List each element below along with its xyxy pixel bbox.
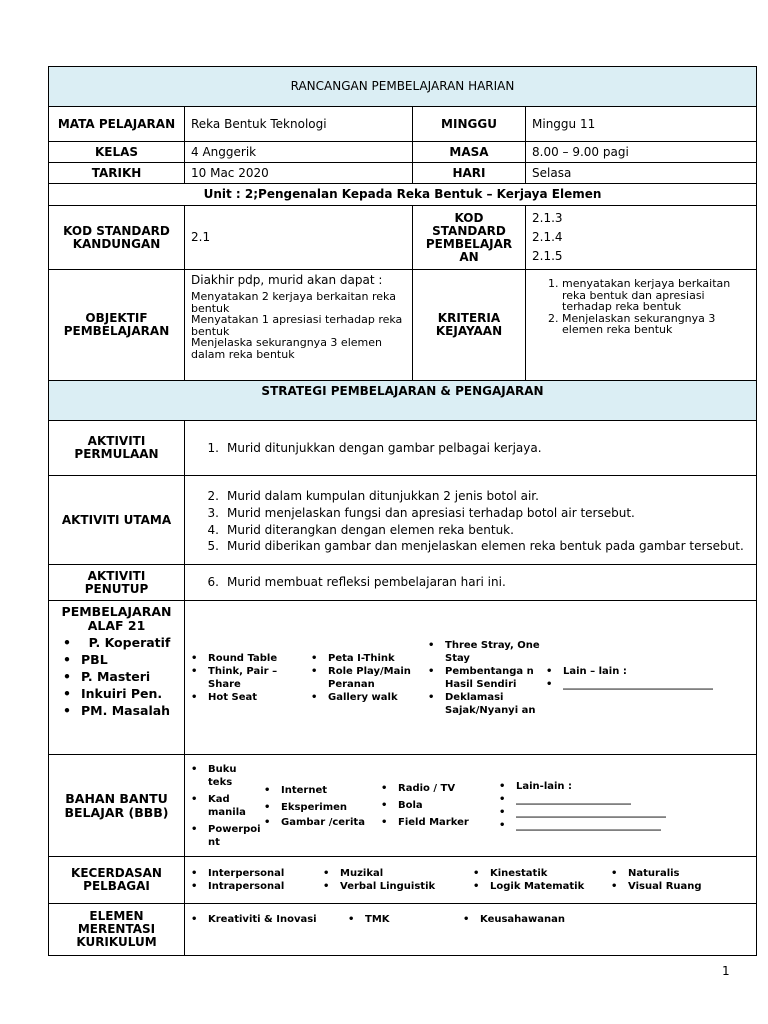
bbb-option: • Kad manila [185,793,258,819]
kriteria-item: 2. Menjelaskan sekurangnya 3 elemen reka bentuk [562,313,750,336]
kelas-label: KELAS [49,142,185,163]
elemen-option: • TMK [342,913,457,926]
pembelajaran-alaf-label: PEMBELAJARAN ALAF 21 [61,604,172,633]
bbb-col-3 [375,780,493,831]
activity-item [191,522,750,539]
alaf-option: • Peta I-Think [305,652,422,665]
bbb-col-4 [493,780,756,832]
kecerdasan-option: • Interpersonal [185,867,317,880]
kecerdasan-option: • Logik Matematik [467,880,605,893]
info-row [49,163,757,184]
alaf-list-item: • P. Masteri [55,669,178,684]
alaf-option: • Round Table [185,652,305,665]
alaf-columns [185,639,756,717]
activity-text: Murid diterangkan dengan elemen reka bentuk. [227,522,514,537]
elemen-merentasi-row [49,904,757,956]
elemen-col-1 [185,913,342,926]
kod-standard-kandungan-value: 2.1 [185,206,413,270]
kelas-value: 4 Anggerik [185,142,413,163]
bbb-lain-lain-line: • _______________________ [493,793,756,806]
page-title: RANCANGAN PEMBELAJARAN HARIAN [49,67,757,107]
elemen-columns [185,913,756,926]
aktiviti-penutup-label: AKTIVITI PENUTUP [49,565,185,601]
activity-text: Murid membuat refleksi pembelajaran hari ini. [227,575,506,589]
bbb-option: • Buku teks [185,763,258,789]
kod-item: 2.1.3 [532,211,563,225]
activity-item [191,539,750,553]
activity-number: 4. [207,522,219,537]
kecerdasan-col-2 [317,867,467,893]
bbb-option: • Bola [375,797,493,814]
elemen-col-2 [342,913,457,926]
alaf-option: • Hot Seat [185,691,305,704]
bahan-bantu-label: BAHAN BANTU BELAJAR (BBB) [49,755,185,857]
alaf-list-item: • Inkuiri Pen. [55,686,178,701]
alaf-col-2 [305,652,422,704]
objektif-item: Menyatakan 1 apresiasi terhadap reka bentuk [191,313,403,338]
elemen-col-3 [457,913,756,926]
minggu-value: Minggu 11 [526,107,757,142]
elemen-option: • Keusahawanan [457,913,756,926]
alaf-option: • Pembentanga n Hasil Sendiri [422,665,540,691]
bahan-bantu-options [185,755,757,857]
title-row [49,67,757,107]
kod-standard-kandungan-label: KOD STANDARD KANDUNGAN [49,206,185,270]
info-row [49,142,757,163]
activity-item [191,505,750,522]
objektif-intro: Diakhir pdp, murid akan dapat : [191,273,383,287]
kecerdasan-option: • Kinestatik [467,867,605,880]
elemen-option: • Kreativiti & Inovasi [185,913,342,926]
mata-pelajaran-value: Reka Bentuk Teknologi [185,107,413,142]
pembelajaran-alaf-list [55,635,178,718]
bbb-option: • Field Marker [375,814,493,831]
alaf-col-4 [540,665,756,691]
info-row [49,107,757,142]
pembelajaran-alaf-row [49,601,757,755]
activity-number: 5. [207,538,219,553]
kriteria-list [532,278,750,336]
kriteria-label: KRITERIA KEJAYAAN [413,270,526,381]
alaf-lain-lain-line [540,678,756,691]
kecerdasan-option: • Muzikal [317,867,467,880]
strategi-row [49,381,757,421]
tarikh-label: TARIKH [49,163,185,184]
aktiviti-penutup-content [185,565,757,601]
bbb-option: • Gambar /cerita [258,816,375,829]
objektif-content [185,270,413,381]
activity-number: 1. [207,440,219,455]
activity-number: 6. [207,575,219,589]
kecerdasan-col-4 [605,867,756,893]
tarikh-value: 10 Mac 2020 [185,163,413,184]
kecerdasan-option: • Naturalis [605,867,756,880]
alaf-option: • Three Stray, One Stay [422,639,540,665]
bbb-option: • Powerpoi nt [185,823,258,849]
aktiviti-utama-content [185,476,757,565]
kecerdasan-columns [185,867,756,893]
kecerdasan-col-1 [185,867,317,893]
mata-pelajaran-label: MATA PELAJARAN [49,107,185,142]
kriteria-content [526,270,757,381]
kecerdasan-option: • Visual Ruang [605,880,756,893]
bbb-col-2 [258,782,375,829]
alaf-col-3 [422,639,540,717]
alaf-list-item: • P. Koperatif [55,635,178,650]
bbb-col-1 [185,763,261,849]
alaf-lain-lain-label: • Lain – lain : [540,665,756,678]
elemen-merentasi-options [185,904,757,956]
activity-number: 2. [207,488,219,503]
kod-item: 2.1.4 [532,230,563,244]
aktiviti-permulaan-label: AKTIVITI PERMULAAN [49,421,185,476]
lesson-plan-table [48,66,757,956]
kriteria-item: 1. menyatakan kerjaya berkaitan reka bentuk dan apresiasi terhadap reka bentuk [562,278,750,313]
bbb-lain-lain-line: • ______________________________ [493,806,756,819]
aktiviti-utama-label: AKTIVITI UTAMA [49,476,185,565]
activity-number: 3. [207,505,219,520]
objektif-label: OBJEKTIF PEMBELAJARAN [49,270,185,381]
objektif-row [49,270,757,381]
activity-text: Murid menjelaskan fungsi dan apresiasi terhadap botol air tersebut. [227,505,635,520]
alaf-option: • Deklamasi Sajak/Nyanyi an [422,691,540,717]
alaf-col-1 [185,652,305,704]
minggu-label: MINGGU [413,107,526,142]
masa-value: 8.00 – 9.00 pagi [526,142,757,163]
aktiviti-permulaan-row [49,421,757,476]
kecerdasan-option: • Verbal Linguistik [317,880,467,893]
alaf-list-item: • PM. Masalah [55,703,178,718]
kod-item: 2.1.5 [532,249,563,263]
hari-value: Selasa [526,163,757,184]
strategi-title: STRATEGI PEMBELAJARAN & PENGAJARAN [49,381,757,421]
kecerdasan-row [49,857,757,904]
kod-standard-row [49,206,757,270]
hari-label: HARI [413,163,526,184]
bbb-option: • Eksperimen [258,799,375,816]
aktiviti-penutup-row [49,565,757,601]
objektif-item: Menyatakan 2 kerjaya berkaitan reka bentuk [191,290,396,315]
activity-item [191,442,750,455]
kecerdasan-label: KECERDASAN PELBAGAI [49,857,185,904]
bahan-bantu-row [49,755,757,857]
kecerdasan-option: • Intrapersonal [185,880,317,893]
bbb-columns [185,763,756,849]
pembelajaran-alaf-options [185,601,757,755]
alaf-option: • Role Play/Main Peranan [305,665,422,691]
bbb-lain-lain-label: • Lain-lain : [493,780,756,793]
page-number: 1 [722,964,730,978]
activity-item [191,576,750,589]
alaf-option: • Gallery walk [305,691,422,704]
pembelajaran-alaf-label-cell [49,601,185,755]
activity-text: Murid dalam kumpulan ditunjukkan 2 jenis botol air. [227,488,539,503]
alaf-lain-lain-blank: ______________________________ [563,678,713,690]
kecerdasan-col-3 [467,867,605,893]
aktiviti-utama-row [49,476,757,565]
objektif-item: Menjelaska sekurangnya 3 elemen dalam reka bentuk [191,336,382,361]
activity-text: Murid ditunjukkan dengan gambar pelbagai kerjaya. [227,440,542,455]
bbb-option: • Radio / TV [375,780,493,797]
activity-item [191,488,750,505]
unit-row [49,184,757,206]
bbb-option: • Internet [258,782,375,799]
masa-label: MASA [413,142,526,163]
kod-standard-pembelajaran-label: KOD STANDARD PEMBELAJAR AN [413,206,526,270]
kecerdasan-options [185,857,757,904]
bbb-lain-lain-line: • _____________________________ [493,819,756,832]
activity-text: Murid diberikan gambar dan menjelaskan elemen reka bentuk pada gambar tersebut. [227,538,744,553]
alaf-option: • Think, Pair – Share [185,665,305,691]
elemen-merentasi-label: ELEMEN MERENTASI KURIKULUM [49,904,185,956]
unit-title: Unit : 2;Pengenalan Kepada Reka Bentuk – Kerjaya Elemen [49,184,757,206]
kod-standard-pembelajaran-values [526,206,757,270]
aktiviti-permulaan-content [185,421,757,476]
alaf-list-item: • PBL [55,652,178,667]
